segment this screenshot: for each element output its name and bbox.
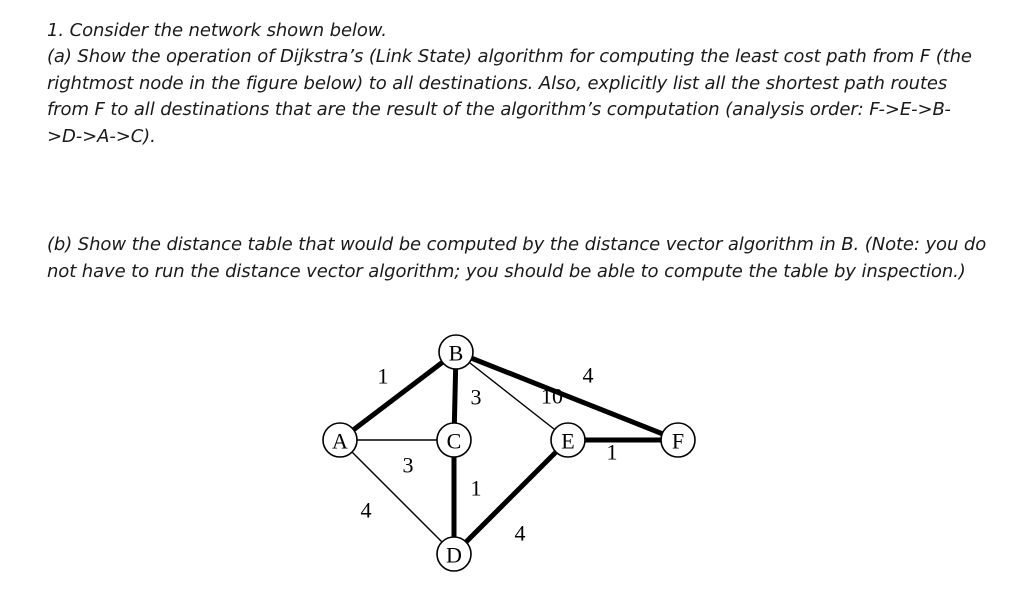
question-title	[47, 18, 987, 45]
edge-weight-c-d: 1	[470, 475, 482, 501]
edge-weight-b-f: 4	[582, 362, 594, 388]
node-label-d: D	[446, 542, 462, 568]
network-diagram	[300, 320, 720, 580]
node-label-c: C	[446, 428, 462, 454]
node-d	[437, 537, 471, 571]
edge-weight-a-c: 3	[402, 452, 414, 478]
node-c	[437, 423, 471, 457]
edge-weight-a-d: 4	[360, 497, 372, 523]
node-label-a: A	[332, 428, 348, 454]
edges-layer	[340, 352, 678, 554]
node-label-f: F	[671, 428, 685, 454]
node-f	[661, 423, 695, 457]
edge-weight-e-f: 1	[606, 439, 618, 465]
edge-a-b	[340, 352, 456, 440]
edge-weight-d-e: 4	[514, 520, 526, 546]
node-a	[323, 423, 357, 457]
question-part-b-text: (b) Show the distance table that would be computed by the distance vector algorithm in B. (Note: you do not have to run the distance vector algorithm; you should be able to compute the table by inspection.)	[47, 234, 987, 282]
question-part-b	[47, 232, 987, 285]
node-e	[551, 423, 585, 457]
edge-weight-b-c: 3	[470, 384, 482, 410]
edge-a-d	[340, 440, 454, 554]
node-label-e: E	[561, 428, 575, 454]
node-b	[439, 335, 473, 369]
node-label-b: B	[448, 340, 464, 366]
question-part-a	[47, 44, 982, 150]
edge-weight-b-e: 10	[541, 383, 563, 409]
question-part-a-text: (a) Show the operation of Dijkstra’s (Link State) algorithm for computing the least cost path from F (the rightmost node in the figure below) to all destinations. Also, explicitly list all the shortest path routes from F to all destinations that are the result of the algorithm’s computation (analysis order: F->E->B->D->A->C).	[47, 46, 972, 147]
question-title-text: 1. Consider the network shown below.	[47, 20, 387, 41]
edge-weight-a-b: 1	[377, 363, 389, 389]
